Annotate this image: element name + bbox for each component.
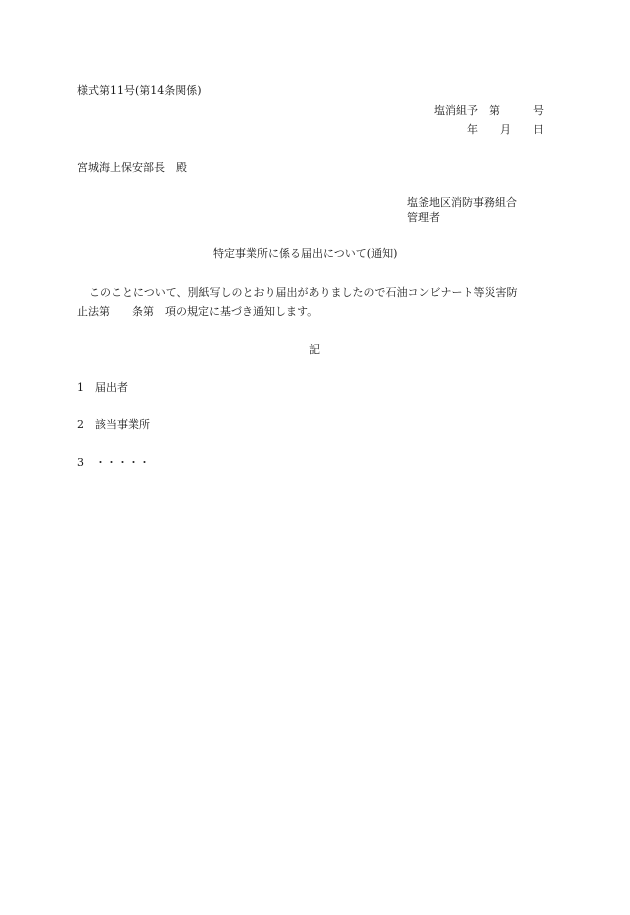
sender-organization: 塩釜地区消防事務組合 [407,196,517,209]
document-number: 塩消組予 第 号 [434,104,544,117]
body-line-1: このことについて、別紙写しのとおり届出がありましたので石油コンビナート等災害防 [89,286,518,299]
list-item: 1 届出者 [77,381,128,394]
document-subject: 特定事業所に係る届出について(通知) [213,247,398,260]
form-number: 様式第11号(第14条関係) [77,84,202,97]
list-item: 3 ・・・・・ [77,456,150,469]
list-item: 2 該当事業所 [77,418,150,431]
addressee: 宮城海上保安部長 殿 [77,161,187,174]
body-line-2: 止法第 条第 項の規定に基づき通知します。 [77,305,319,318]
sender-title: 管理者 [407,211,440,224]
document-date: 年 月 日 [467,123,544,136]
ki-heading: 記 [309,343,320,356]
